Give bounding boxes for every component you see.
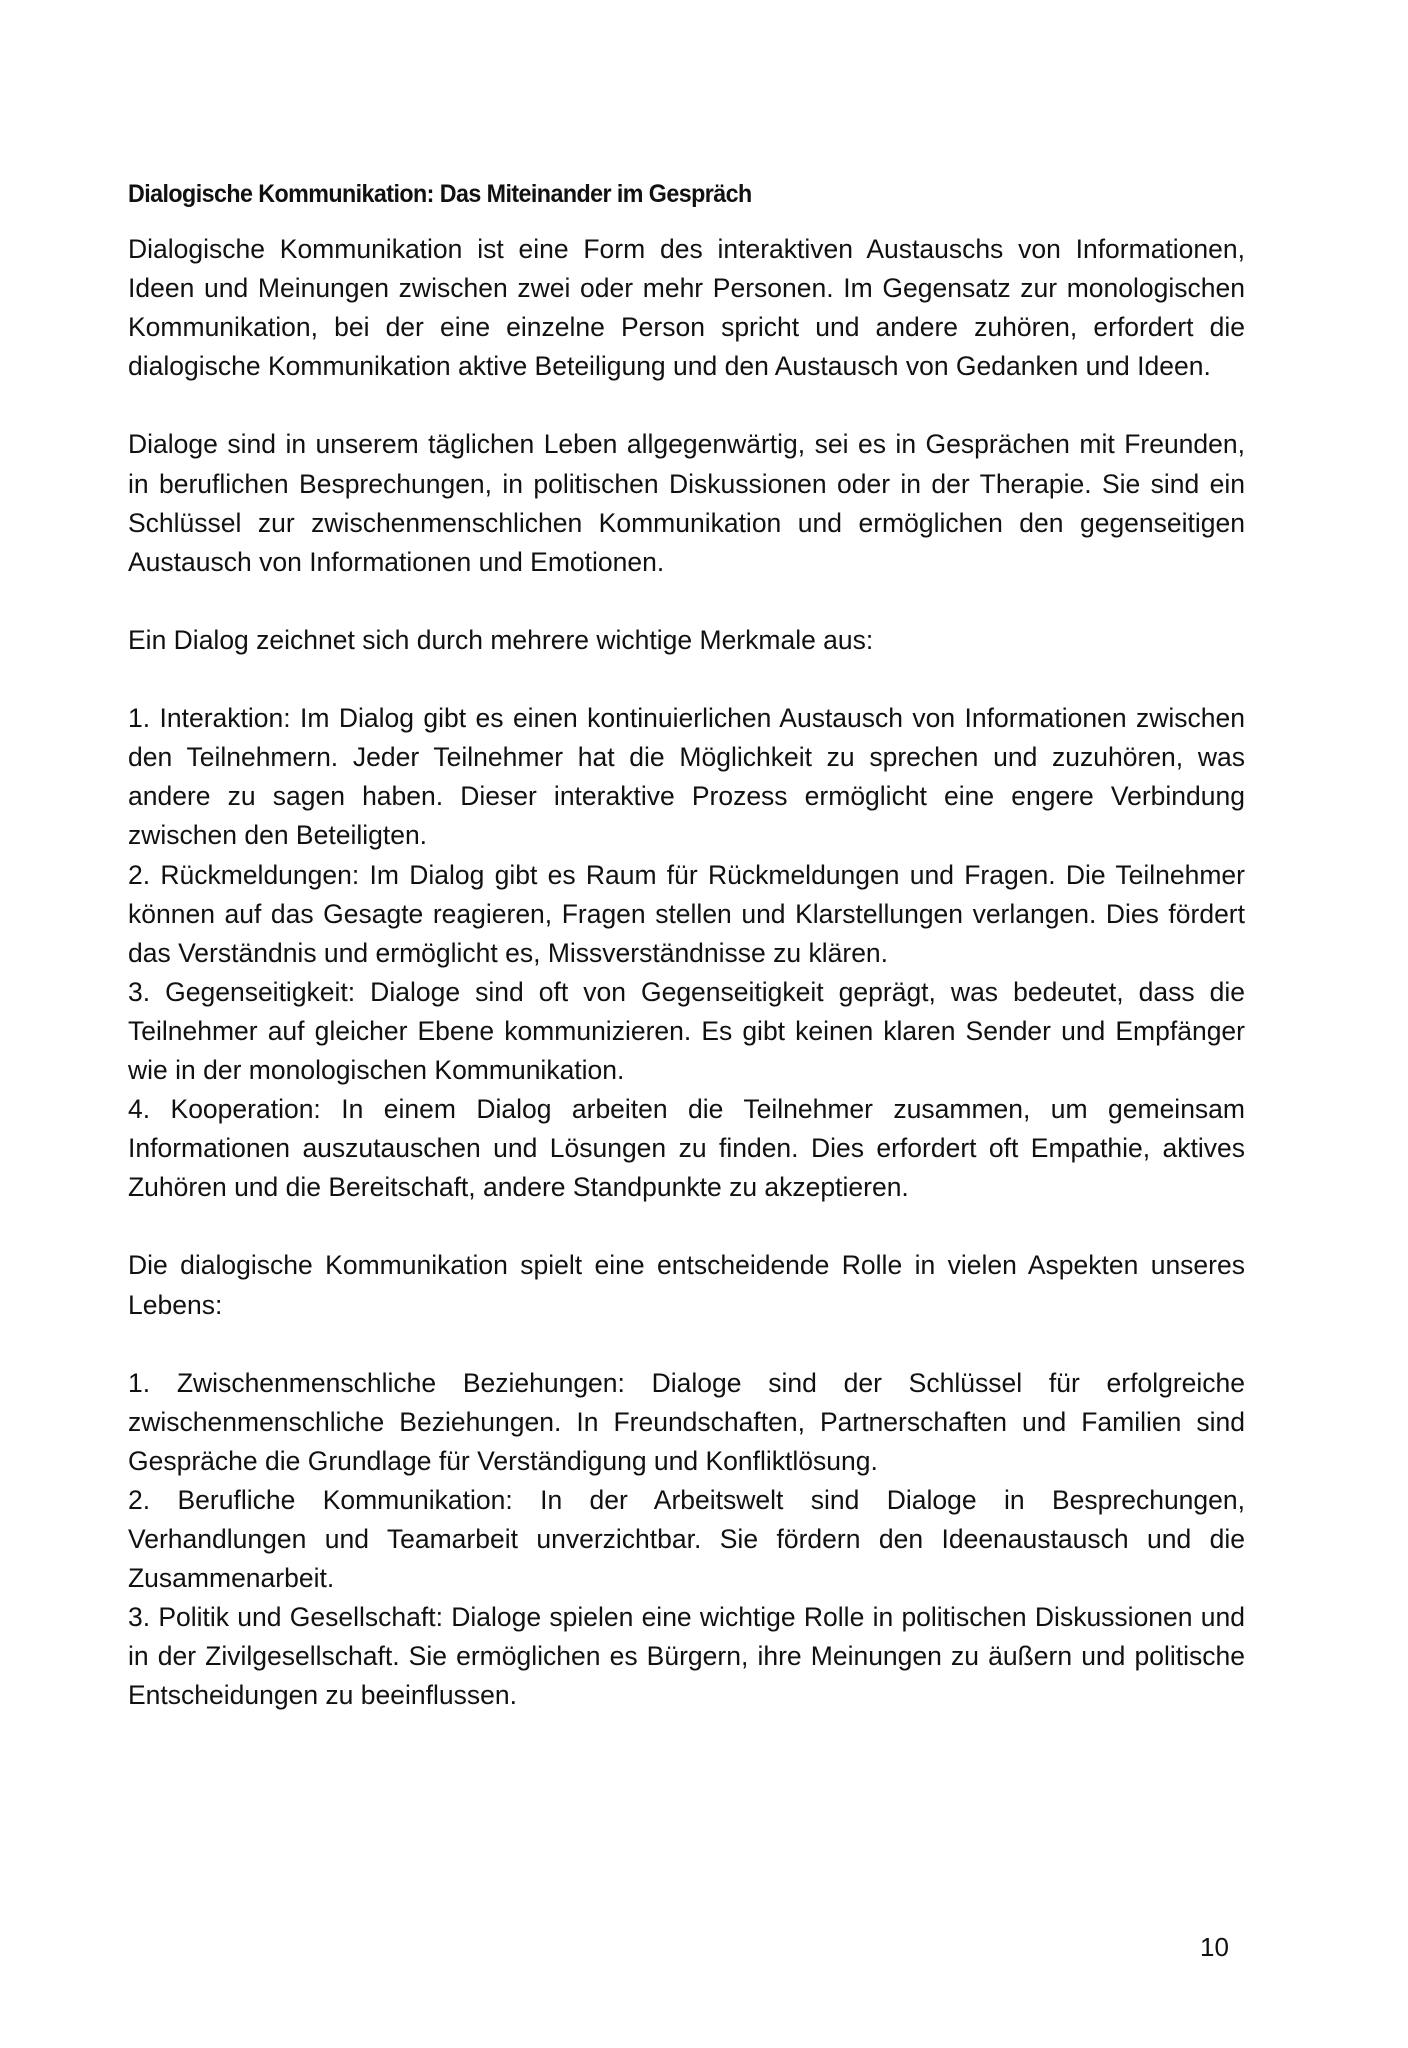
list-item: 1. Interaktion: Im Dialog gibt es einen kontinuierlichen Austausch von Informationen zwischen den Teilnehmern. Jeder Teilnehmer hat die Möglichkeit zu sprechen und zuzuhören, was andere zu sagen haben. Dieser interaktive Prozess ermöglicht eine engere Verbindung zwischen den Beteiligten. — [128, 703, 1245, 851]
list-item: 3. Gegenseitigkeit: Dialoge sind oft von Gegenseitigkeit geprägt, was bedeutet, dass die Teilnehmer auf gleicher Ebene kommunizieren. Es gibt keinen klaren Sender und Empfänger wie in der monologischen Kommunikation. — [128, 976, 1245, 1085]
document-title: Dialogische Kommunikation: Das Miteinander im Gespräch — [128, 180, 752, 208]
paragraph-spacer — [128, 1325, 1245, 1364]
page-content — [128, 176, 1245, 1716]
list-item: 4. Kooperation: In einem Dialog arbeiten die Teilnehmer zusammen, um gemeinsam Informationen auszutauschen und Lösungen zu finden. Dies erfordert oft Empathie, aktives Zuhören und die Bereitschaft, andere Standpunkte zu akzeptieren. — [128, 1094, 1245, 1203]
paragraph-spacer — [128, 660, 1245, 699]
list-item: 2. Berufliche Kommunikation: In der Arbeitswelt sind Dialoge in Besprechungen, Verhandlungen und Teamarbeit unverzichtbar. Sie fördern den Ideenaustausch und die Zusammenarbeit. — [128, 1485, 1245, 1594]
page-number: 10 — [1200, 1932, 1229, 1962]
list-item: 3. Politik und Gesellschaft: Dialoge spielen eine wichtige Rolle in politischen Diskussionen und in der Zivilgesellschaft. Sie ermöglichen es Bürgern, ihre Meinungen zu äußern und politische Entscheidungen zu beeinflussen. — [128, 1602, 1245, 1711]
paragraph-spacer — [128, 582, 1245, 621]
paragraph-intro: Dialogische Kommunikation ist eine Form des interaktiven Austauschs von Informationen, Ideen und Meinungen zwischen zwei oder mehr Personen. Im Gegensatz zur monologischen Kommunikation, bei der eine einzelne Person spricht und andere zuhören, erfordert die dialogische Kommunikation aktive Beteiligung und den Austausch von Gedanken und Ideen. — [128, 234, 1245, 382]
list-item: 1. Zwischenmenschliche Beziehungen: Dialoge sind der Schlüssel für erfolgreiche zwischenmenschliche Beziehungen. In Freundschaften, Partnerschaften und Familien sind Gespräche die Grundlage für Verständigung und Konfliktlösung. — [128, 1367, 1245, 1476]
features-list — [128, 699, 1245, 1207]
paragraph-features-intro: Ein Dialog zeichnet sich durch mehrere wichtige Merkmale aus: — [128, 624, 874, 655]
roles-list — [128, 1364, 1245, 1716]
paragraph-roles-intro: Die dialogische Kommunikation spielt eine entscheidende Rolle in vielen Aspekten unseres Lebens: — [128, 1250, 1245, 1320]
paragraph-spacer — [128, 386, 1245, 425]
paragraph-daily-life: Dialoge sind in unserem täglichen Leben allgegenwärtig, sei es in Gesprächen mit Freunden, in beruflichen Besprechungen, in politischen Diskussionen oder in der Therapie. Sie sind ein Schlüssel zur zwischenmenschlichen Kommunikation und ermöglichen den gegenseitigen Austausch von Informationen und Emotionen. — [128, 429, 1245, 577]
list-item: 2. Rückmeldungen: Im Dialog gibt es Raum für Rückmeldungen und Fragen. Die Teilnehmer können auf das Gesagte reagieren, Fragen stellen und Klarstellungen verlangen. Dies fördert das Verständnis und ermöglicht es, Missverständnisse zu klären. — [128, 859, 1245, 968]
paragraph-spacer — [128, 1207, 1245, 1246]
